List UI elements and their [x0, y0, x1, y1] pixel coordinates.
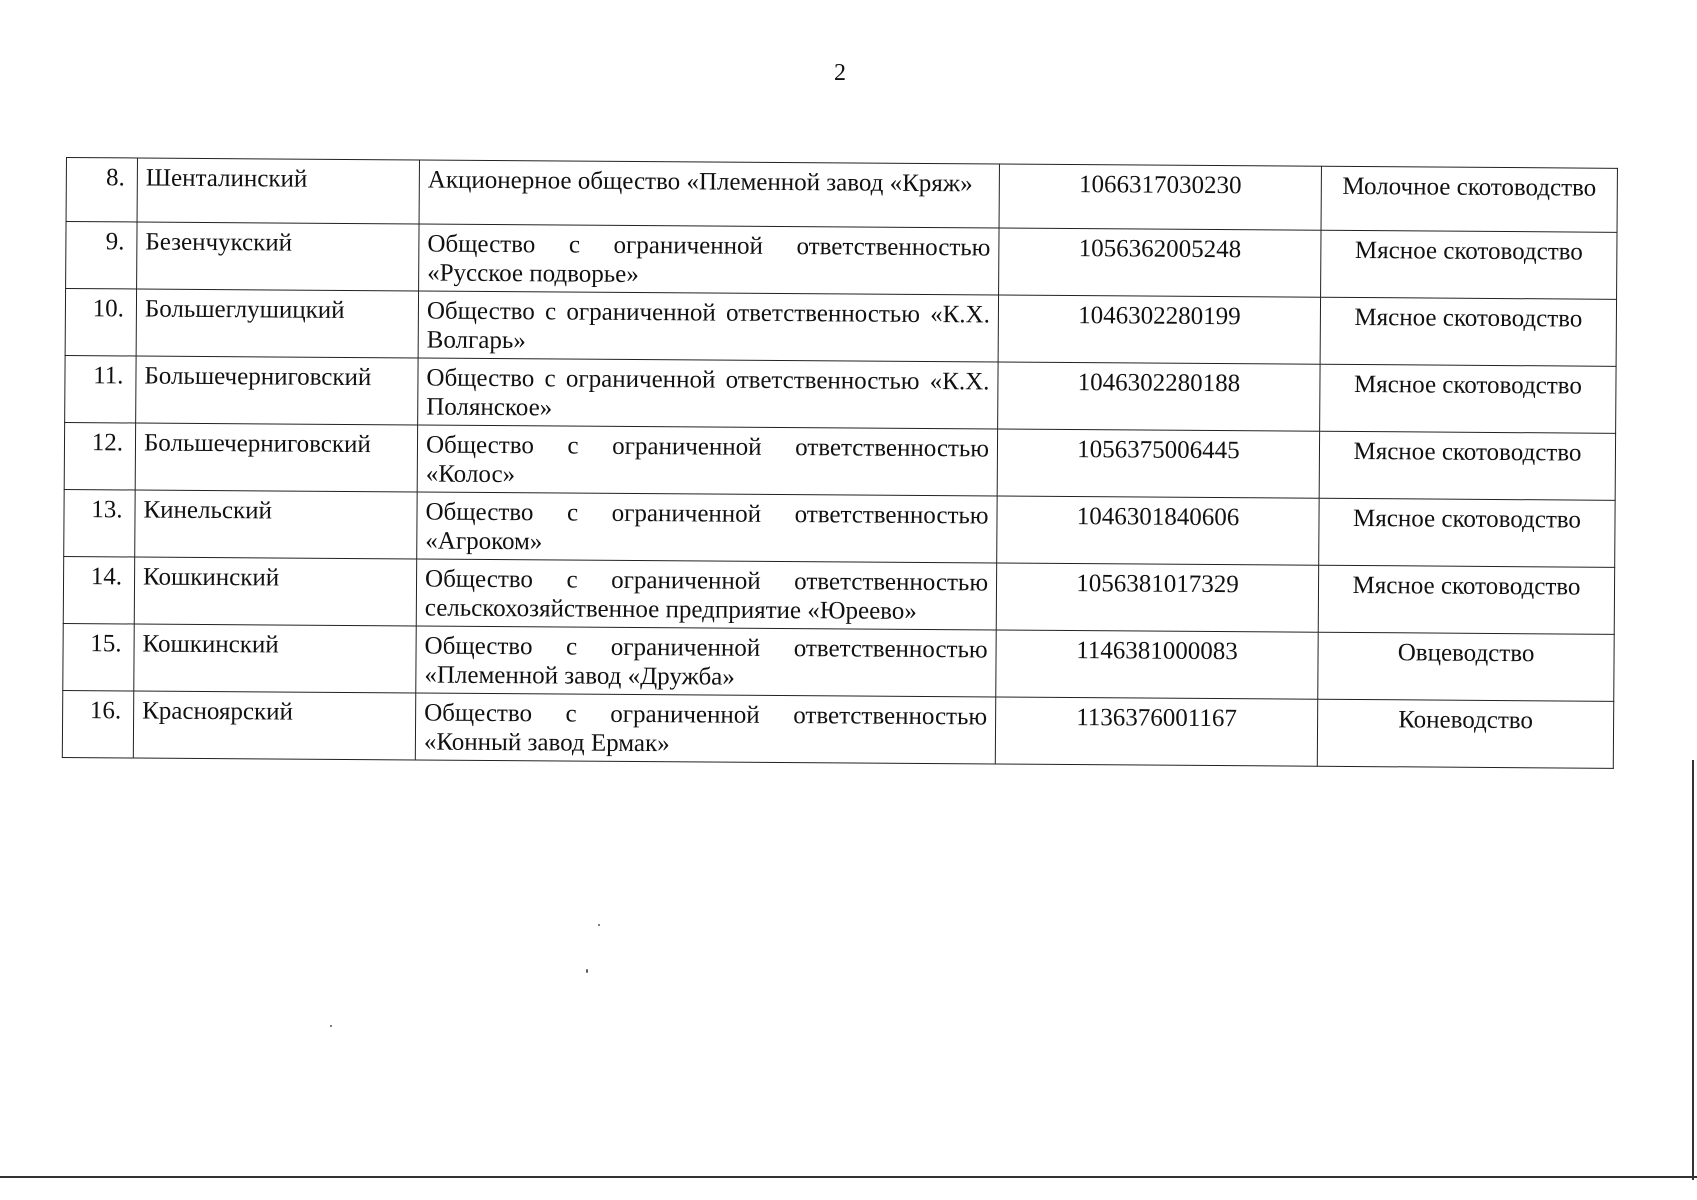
- activity-cell: Мясное скотоводство: [1319, 498, 1615, 567]
- table-row: [64, 422, 1615, 500]
- table-row: [66, 158, 1617, 233]
- ogrn-cell: 1056375006445: [997, 429, 1319, 498]
- ogrn-cell: 1146381000083: [996, 630, 1318, 699]
- scan-right-edge: [1692, 760, 1694, 1180]
- ogrn-cell: 1056362005248: [999, 228, 1321, 297]
- activity-cell: Мясное скотоводство: [1321, 230, 1617, 299]
- activity-cell: Коневодство: [1317, 699, 1613, 768]
- organization-cell: Общество с ограниченной ответственностью сельскохозяйственное предприятие «Юреево»: [416, 559, 996, 630]
- row-number-cell: 9.: [66, 222, 137, 289]
- row-number-cell: 11.: [65, 355, 136, 422]
- activity-cell: Мясное скотоводство: [1320, 297, 1616, 366]
- ogrn-cell: 1046302280188: [998, 362, 1320, 431]
- district-cell: Безенчукский: [137, 222, 419, 291]
- table-row: [65, 355, 1616, 433]
- farms-table: [62, 157, 1618, 769]
- row-number-cell: 15.: [63, 623, 134, 690]
- row-number-cell: 16.: [62, 690, 133, 757]
- organization-cell: Общество с ограниченной ответственностью «Конный завод Ермак»: [415, 693, 995, 764]
- district-cell: Кошкинский: [134, 624, 416, 693]
- activity-cell: Мясное скотоводство: [1319, 431, 1615, 500]
- organization-cell: Общество с ограниченной ответственностью «Агроком»: [417, 492, 997, 563]
- organization-cell: Общество с ограниченной ответственностью «Русское подворье»: [419, 224, 999, 295]
- activity-cell: Мясное скотоводство: [1318, 565, 1614, 634]
- organization-cell: Акционерное общество «Племенной завод «Кряж»: [419, 160, 999, 228]
- activity-cell: Молочное скотоводство: [1321, 166, 1617, 232]
- district-cell: Большечерниговский: [135, 423, 417, 492]
- activity-cell: Мясное скотоводство: [1320, 364, 1616, 433]
- scan-speck: [586, 969, 588, 973]
- table-row: [63, 556, 1614, 634]
- organization-cell: Общество с ограниченной ответственностью «Племенной завод «Дружба»: [416, 626, 996, 697]
- scan-bottom-edge: [0, 1176, 1697, 1178]
- table-row: [64, 489, 1615, 567]
- scan-speck: [330, 1025, 332, 1027]
- organization-cell: Общество с ограниченной ответственностью «К.Х. Полянское»: [418, 358, 998, 429]
- district-cell: Кинельский: [135, 490, 417, 559]
- row-number-cell: 13.: [64, 489, 135, 556]
- district-cell: Красноярский: [133, 691, 415, 760]
- table-row: [63, 623, 1614, 701]
- scan-speck: [598, 924, 600, 926]
- organization-cell: Общество с ограниченной ответственностью «Колос»: [417, 425, 997, 496]
- ogrn-cell: 1136376001167: [995, 697, 1317, 766]
- row-number-cell: 14.: [63, 556, 134, 623]
- row-number-cell: 12.: [64, 422, 135, 489]
- page-number: 2: [834, 60, 846, 86]
- table-row: [66, 222, 1617, 300]
- ogrn-cell: 1056381017329: [996, 563, 1318, 632]
- ogrn-cell: 1046302280199: [998, 295, 1320, 364]
- district-cell: Большеглушицкий: [136, 289, 418, 358]
- district-cell: Большечерниговский: [136, 356, 418, 425]
- row-number-cell: 10.: [65, 289, 136, 356]
- district-cell: Кошкинский: [134, 557, 416, 626]
- organization-cell: Общество с ограниченной ответственностью «К.Х. Волгарь»: [418, 291, 998, 362]
- table-row: [65, 289, 1616, 367]
- row-number-cell: 8.: [66, 158, 137, 222]
- ogrn-cell: 1046301840606: [997, 496, 1319, 565]
- activity-cell: Овцеводство: [1318, 632, 1614, 701]
- table-row: [62, 690, 1613, 768]
- ogrn-cell: 1066317030230: [999, 164, 1321, 230]
- district-cell: Шенталинский: [137, 158, 419, 224]
